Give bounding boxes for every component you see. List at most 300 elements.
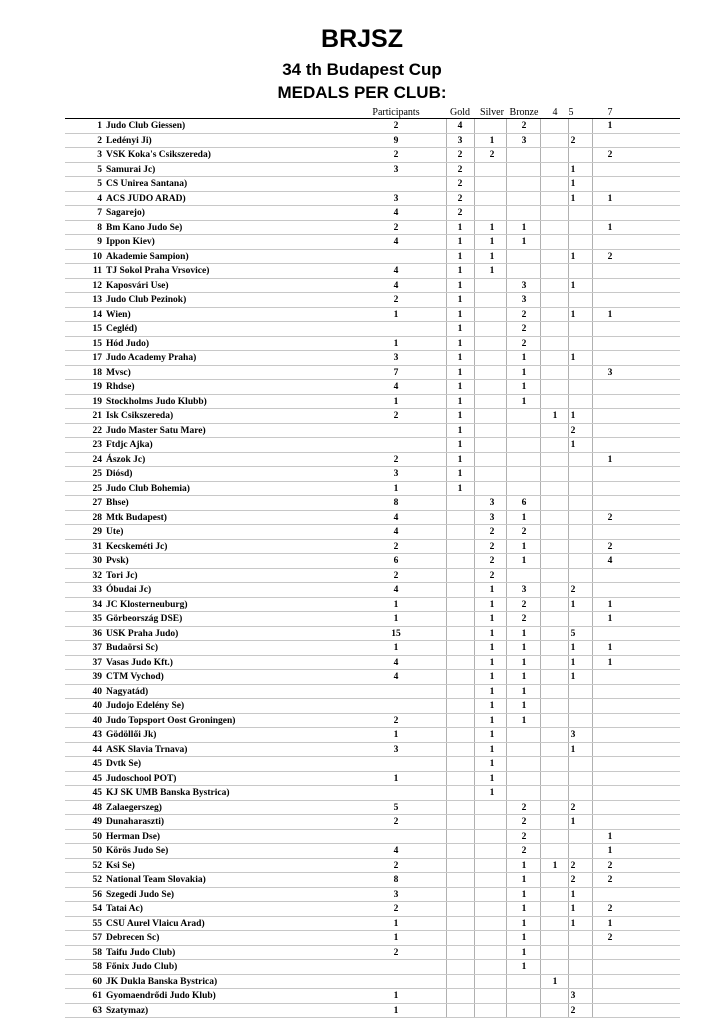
column-divider (540, 235, 541, 250)
gold-cell: 1 (457, 280, 463, 291)
participants-cell: 4 (393, 280, 399, 291)
table-row (0, 409, 724, 424)
participants-cell: 8 (393, 498, 399, 508)
column-divider (474, 134, 475, 149)
bronze-cell: 2 (521, 614, 527, 624)
column-divider (592, 192, 593, 207)
rank-cell: 15 (92, 324, 102, 334)
rank-cell: 17 (92, 353, 102, 363)
table-row (0, 598, 724, 613)
column-divider (446, 395, 447, 410)
column-divider (540, 554, 541, 569)
column-divider (568, 960, 569, 975)
rank-cell: 12 (92, 280, 102, 291)
column-divider (474, 380, 475, 395)
column-divider (592, 757, 593, 772)
club-name-cell: Stockholms Judo Klubb) (106, 396, 207, 407)
gold-cell: 2 (457, 150, 463, 160)
column-divider (474, 424, 475, 439)
club-name-cell: CTM Vychod) (106, 672, 164, 682)
column-divider (568, 409, 569, 424)
club-name-cell: Szatymaz) (106, 1005, 149, 1016)
column-divider (506, 830, 507, 845)
column-divider (474, 540, 475, 555)
column-divider (568, 685, 569, 700)
column-divider (474, 757, 475, 772)
column-divider (474, 206, 475, 221)
place-5-cell: 1 (570, 353, 576, 363)
column-divider (540, 264, 541, 279)
club-name-cell: Dvtk Se) (106, 759, 142, 769)
column-divider (474, 192, 475, 207)
table-row (0, 395, 724, 410)
column-divider (506, 902, 507, 917)
place-7-cell: 1 (607, 222, 613, 233)
column-divider (506, 670, 507, 685)
column-divider (540, 424, 541, 439)
table-row (0, 192, 724, 207)
participants-cell: 1 (393, 730, 399, 740)
column-divider (506, 714, 507, 729)
place-5-cell: 1 (570, 309, 576, 320)
column-divider (474, 743, 475, 758)
rank-cell: 35 (92, 614, 102, 624)
table-row (0, 960, 724, 975)
table-row (0, 757, 724, 772)
table-row (0, 540, 724, 555)
column-divider (506, 279, 507, 294)
column-divider (568, 221, 569, 236)
column-divider (540, 830, 541, 845)
column-divider (446, 844, 447, 859)
place-4-cell: 1 (552, 976, 558, 987)
column-divider (474, 569, 475, 584)
column-divider (568, 931, 569, 946)
table-row (0, 221, 724, 236)
rank-cell: 52 (92, 875, 102, 885)
column-divider (568, 206, 569, 221)
column-divider (506, 192, 507, 207)
table-row (0, 859, 724, 874)
column-divider (568, 293, 569, 308)
participants-cell: 15 (391, 628, 401, 639)
column-divider (446, 438, 447, 453)
column-divider (506, 583, 507, 598)
club-name-cell: Ftdjc Ajka) (106, 440, 153, 450)
club-name-cell: ASK Slavia Trnava) (106, 744, 188, 755)
column-divider (540, 946, 541, 961)
column-divider (506, 308, 507, 323)
column-divider (474, 931, 475, 946)
column-divider (592, 656, 593, 671)
participants-cell: 5 (393, 802, 399, 813)
column-divider (474, 670, 475, 685)
column-divider (540, 279, 541, 294)
club-name-cell: CSU Aurel Vlaicu Arad) (106, 918, 205, 929)
column-divider (474, 496, 475, 511)
column-divider (506, 699, 507, 714)
club-name-cell: Judojo Edelény Se) (106, 701, 185, 711)
column-divider (446, 279, 447, 294)
club-name-cell: Hód Judo) (106, 338, 150, 349)
column-divider (474, 627, 475, 642)
column-divider (506, 206, 507, 221)
column-divider (506, 873, 507, 888)
column-divider (540, 989, 541, 1004)
table-row (0, 873, 724, 888)
column-divider (506, 554, 507, 569)
rank-cell: 29 (92, 527, 102, 537)
column-divider (540, 163, 541, 178)
column-divider (446, 569, 447, 584)
place-7-cell: 2 (607, 251, 613, 262)
column-divider (474, 453, 475, 468)
gold-cell: 1 (457, 353, 463, 363)
column-divider (540, 917, 541, 932)
column-divider (592, 366, 593, 381)
column-divider (474, 1004, 475, 1019)
participants-cell: 1 (393, 773, 399, 784)
column-divider (446, 917, 447, 932)
club-name-cell: Gödöllői Jk) (106, 730, 157, 740)
silver-cell: 1 (489, 788, 495, 798)
column-divider (592, 424, 593, 439)
rank-cell: 45 (92, 759, 102, 769)
column-divider (446, 960, 447, 975)
bronze-cell: 1 (521, 643, 527, 653)
gold-cell: 1 (457, 469, 463, 479)
column-divider (474, 975, 475, 990)
club-name-cell: Óbudai Jc) (106, 585, 152, 595)
column-divider (568, 873, 569, 888)
column-divider (474, 641, 475, 656)
club-name-cell: Akademie Sampion) (106, 251, 189, 262)
column-divider (474, 830, 475, 845)
column-divider (474, 844, 475, 859)
column-divider (474, 612, 475, 627)
column-divider (446, 772, 447, 787)
column-divider (568, 656, 569, 671)
rank-cell: 48 (92, 802, 102, 813)
place-7-cell: 1 (607, 454, 613, 465)
place-7-cell: 1 (607, 918, 613, 929)
place-5-cell: 2 (570, 135, 576, 146)
medal-table (0, 119, 724, 1018)
column-divider (568, 975, 569, 990)
column-divider (474, 772, 475, 787)
place-5-cell: 2 (570, 425, 576, 436)
rank-cell: 60 (92, 976, 102, 987)
column-divider (592, 1004, 593, 1019)
club-name-cell: Sagarejo) (106, 208, 145, 218)
place-5-cell: 5 (570, 628, 576, 639)
column-divider (540, 438, 541, 453)
column-divider (592, 786, 593, 801)
silver-cell: 1 (489, 135, 495, 146)
bronze-cell: 1 (521, 396, 527, 407)
club-name-cell: USK Praha Judo) (106, 628, 179, 639)
column-divider (592, 119, 593, 134)
column-divider (540, 714, 541, 729)
column-divider (506, 264, 507, 279)
column-divider (540, 960, 541, 975)
column-divider (540, 873, 541, 888)
bronze-cell: 1 (521, 860, 527, 871)
rank-cell: 19 (92, 396, 102, 407)
column-divider (568, 395, 569, 410)
club-name-cell: Judo Academy Praha) (106, 353, 197, 363)
club-name-cell: Ippon Kiev) (106, 237, 155, 247)
column-divider (446, 511, 447, 526)
rank-cell: 40 (92, 715, 102, 726)
column-divider (568, 134, 569, 149)
table-row (0, 366, 724, 381)
column-divider (446, 482, 447, 497)
rank-cell: 25 (92, 483, 102, 494)
column-divider (540, 511, 541, 526)
column-divider (474, 815, 475, 830)
silver-cell: 1 (489, 773, 495, 784)
column-divider (568, 554, 569, 569)
column-divider (446, 786, 447, 801)
column-divider (568, 627, 569, 642)
column-divider (474, 482, 475, 497)
silver-cell: 1 (489, 759, 495, 769)
place-7-cell: 2 (607, 904, 613, 914)
gold-cell: 1 (457, 266, 463, 276)
table-row (0, 772, 724, 787)
table-row (0, 279, 724, 294)
rank-cell: 27 (92, 498, 102, 508)
column-divider (506, 888, 507, 903)
table-row (0, 975, 724, 990)
column-divider (540, 670, 541, 685)
column-divider (592, 859, 593, 874)
column-divider (568, 815, 569, 830)
column-divider (540, 656, 541, 671)
club-name-cell: JK Dukla Banska Bystrica) (106, 976, 218, 987)
column-divider (568, 699, 569, 714)
place-7-cell: 1 (607, 121, 613, 131)
place-5-cell: 1 (570, 744, 576, 755)
column-divider (568, 192, 569, 207)
table-row (0, 453, 724, 468)
participants-cell: 2 (393, 947, 399, 958)
column-divider (592, 511, 593, 526)
column-divider (474, 699, 475, 714)
column-divider (592, 873, 593, 888)
column-divider (592, 308, 593, 323)
table-row (0, 612, 724, 627)
rank-cell: 56 (92, 889, 102, 900)
place-7-cell: 2 (607, 150, 613, 160)
column-divider (592, 554, 593, 569)
column-divider (592, 163, 593, 178)
participants-cell: 2 (393, 411, 399, 421)
column-divider (540, 786, 541, 801)
column-divider (474, 946, 475, 961)
participants-cell: 1 (393, 1005, 399, 1016)
table-row (0, 743, 724, 758)
gold-cell: 1 (457, 338, 463, 349)
column-divider (540, 293, 541, 308)
bronze-cell: 2 (521, 527, 527, 537)
column-divider (474, 119, 475, 134)
column-divider (568, 569, 569, 584)
bronze-cell: 1 (521, 541, 527, 552)
gold-cell: 2 (457, 193, 463, 204)
column-divider (540, 931, 541, 946)
gold-cell: 1 (457, 396, 463, 407)
rank-cell: 19 (92, 382, 102, 392)
rank-cell: 33 (92, 585, 102, 595)
table-row (0, 264, 724, 279)
column-divider (506, 351, 507, 366)
column-divider (474, 467, 475, 482)
silver-cell: 2 (489, 541, 495, 552)
club-name-cell: Debrecen Sc) (106, 933, 160, 943)
column-divider (474, 888, 475, 903)
rank-cell: 44 (92, 744, 102, 755)
column-divider (446, 641, 447, 656)
club-name-cell: Bm Kano Judo Se) (106, 222, 183, 233)
rank-cell: 7 (97, 208, 102, 218)
column-divider (592, 206, 593, 221)
column-divider (446, 119, 447, 134)
column-header-gold: Gold (450, 107, 470, 118)
column-divider (506, 221, 507, 236)
rank-cell: 37 (92, 643, 102, 653)
bronze-cell: 1 (521, 657, 527, 668)
column-divider (446, 873, 447, 888)
column-divider (592, 989, 593, 1004)
participants-cell: 4 (393, 237, 399, 247)
participants-cell: 6 (393, 556, 399, 566)
silver-cell: 1 (489, 730, 495, 740)
bronze-cell: 1 (521, 556, 527, 566)
column-divider (568, 772, 569, 787)
bronze-cell: 1 (521, 889, 527, 900)
club-name-cell: Ledényi Ji) (106, 135, 152, 146)
column-divider (446, 409, 447, 424)
rank-cell: 32 (92, 570, 102, 581)
gold-cell: 1 (457, 411, 463, 421)
gold-cell: 1 (457, 251, 463, 262)
club-name-cell: Főnix Judo Club) (106, 962, 178, 972)
column-divider (446, 656, 447, 671)
place-7-cell: 1 (607, 309, 613, 320)
place-5-cell: 1 (570, 599, 576, 610)
column-divider (568, 540, 569, 555)
place-7-cell: 2 (607, 875, 613, 885)
table-row (0, 308, 724, 323)
column-divider (446, 337, 447, 352)
table-row (0, 627, 724, 642)
column-divider (446, 627, 447, 642)
bronze-cell: 1 (521, 918, 527, 929)
column-divider (474, 148, 475, 163)
rank-cell: 5 (97, 179, 102, 189)
column-divider (446, 946, 447, 961)
silver-cell: 1 (489, 643, 495, 653)
participants-cell: 3 (393, 889, 399, 900)
column-divider (540, 801, 541, 816)
participants-cell: 4 (393, 512, 399, 523)
column-divider (592, 148, 593, 163)
column-divider (592, 279, 593, 294)
column-divider (474, 409, 475, 424)
column-divider (592, 264, 593, 279)
participants-cell: 2 (393, 150, 399, 160)
bronze-cell: 2 (521, 846, 527, 856)
participants-cell: 1 (393, 309, 399, 320)
column-divider (446, 975, 447, 990)
column-divider (506, 989, 507, 1004)
column-divider (506, 540, 507, 555)
column-divider (568, 801, 569, 816)
column-divider (474, 902, 475, 917)
silver-cell: 1 (489, 585, 495, 595)
bronze-cell: 6 (521, 498, 527, 508)
column-divider (592, 221, 593, 236)
club-name-cell: KJ SK UMB Banska Bystrica) (106, 788, 230, 798)
rank-cell: 54 (92, 904, 102, 914)
column-divider (592, 801, 593, 816)
column-divider (568, 1004, 569, 1019)
column-divider (506, 119, 507, 134)
silver-cell: 1 (489, 744, 495, 755)
column-divider (540, 453, 541, 468)
place-5-cell: 3 (570, 991, 576, 1001)
column-divider (568, 786, 569, 801)
column-divider (506, 337, 507, 352)
place-5-cell: 2 (570, 802, 576, 813)
column-divider (446, 264, 447, 279)
club-name-cell: Zalaegerszeg) (106, 802, 162, 813)
place-4-cell: 1 (552, 411, 558, 421)
column-header-5: 5 (568, 107, 574, 118)
column-divider (474, 554, 475, 569)
table-row (0, 583, 724, 598)
club-name-cell: Mtk Budapest) (106, 512, 167, 523)
gold-cell: 1 (457, 367, 463, 378)
column-divider (506, 163, 507, 178)
rank-cell: 23 (92, 440, 102, 450)
column-divider (474, 438, 475, 453)
place-7-cell: 1 (607, 657, 613, 668)
club-name-cell: Bhse) (106, 498, 129, 508)
column-divider (474, 163, 475, 178)
rank-cell: 5 (97, 164, 102, 175)
column-divider (592, 177, 593, 192)
table-row (0, 424, 724, 439)
column-divider (540, 975, 541, 990)
club-name-cell: Isk Csikszereda) (106, 411, 174, 421)
column-divider (540, 815, 541, 830)
column-divider (446, 192, 447, 207)
table-row (0, 641, 724, 656)
club-name-cell: Judo Club Giessen) (106, 121, 186, 131)
column-divider (592, 612, 593, 627)
column-divider (446, 235, 447, 250)
place-5-cell: 2 (570, 585, 576, 595)
club-name-cell: CS Unirea Santana) (106, 179, 188, 189)
club-name-cell: Gyomaendrődi Judo Klub) (106, 991, 216, 1001)
rank-cell: 2 (97, 135, 102, 146)
column-divider (568, 279, 569, 294)
column-divider (446, 134, 447, 149)
column-divider (568, 511, 569, 526)
